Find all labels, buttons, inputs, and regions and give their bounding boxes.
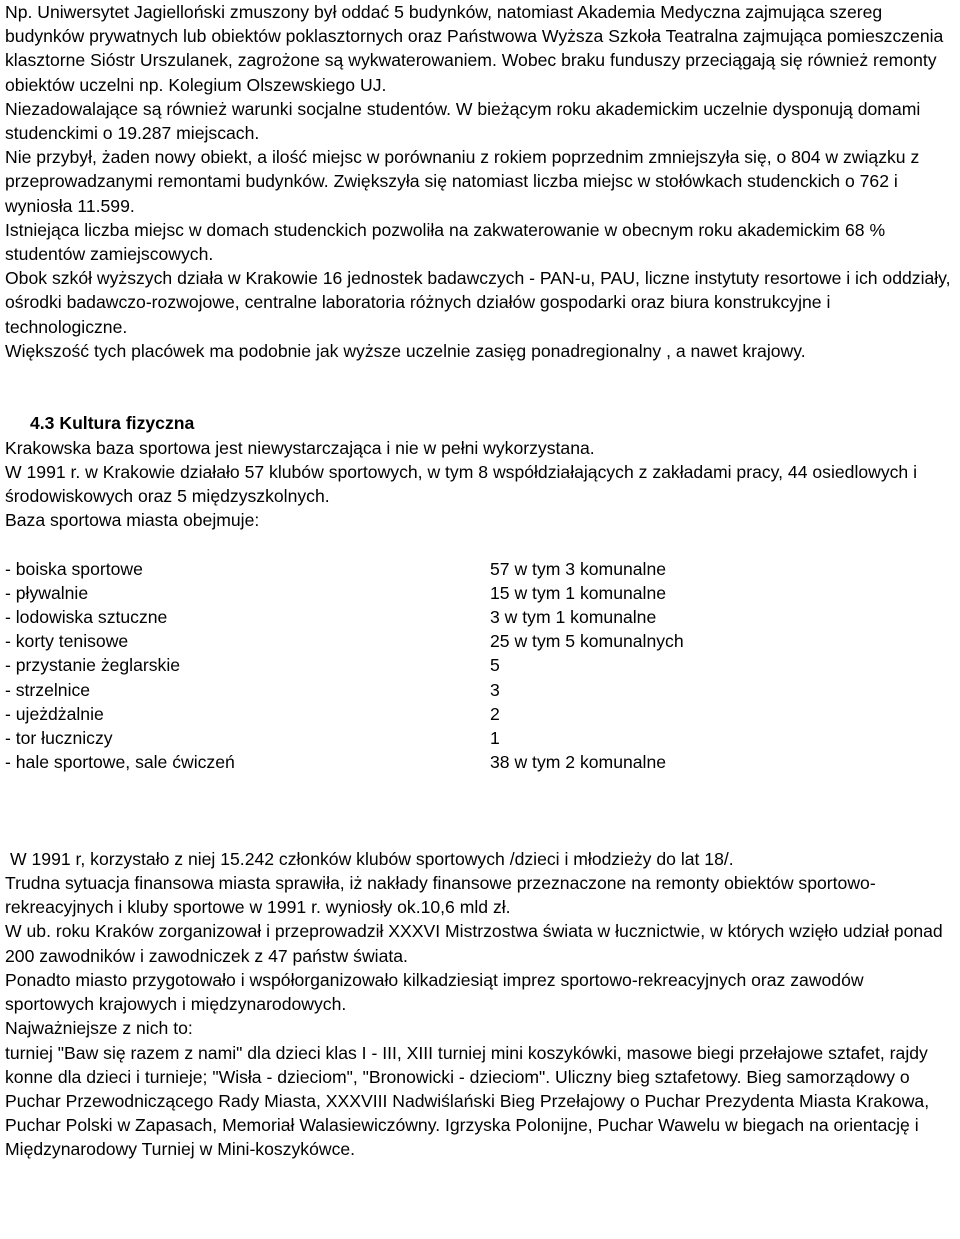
section-title: Kultura fizyczna <box>59 413 195 434</box>
facility-label: - pływalnie <box>5 582 89 603</box>
section-number: 4.3 <box>30 413 55 434</box>
facility-value: 57 w tym 3 komunalne <box>490 558 667 579</box>
paragraph-housing-change: Nie przybył, żaden nowy obiekt, a ilość miejsc w porównaniu z rokiem poprzednim zmniejszyła się, o 804 w związku z przeprowadzanymi remontami budynków. Zwiększyła się natomiast liczba miejsc w stołówkach studenckich o 762 i wyniosła 11.599. <box>5 147 920 216</box>
list-item <box>5 726 957 750</box>
facility-value: 38 w tym 2 komunalne <box>490 752 667 773</box>
paragraph-regional-reach: Większość tych placówek ma podobnie jak wyższe uczelnie zasięg ponadregionalny , a nawet krajowy. <box>5 340 806 361</box>
list-item <box>5 653 957 677</box>
facility-label: - boiska sportowe <box>5 558 143 579</box>
paragraph-facilities-intro: Baza sportowa miasta obejmuje: <box>5 510 260 531</box>
facility-label: - tor łuczniczy <box>5 727 113 748</box>
list-item <box>5 702 957 726</box>
spacer <box>5 532 957 556</box>
facility-value: 3 w tym 1 komunalne <box>490 607 657 627</box>
list-item <box>5 629 957 653</box>
facility-value: 1 <box>490 727 500 748</box>
facility-value: 3 <box>490 679 500 700</box>
paragraph-sports-clubs: W 1991 r. w Krakowie działało 57 klubów sportowych, w tym 8 współdziałających z zakładami pracy, 44 osiedlowych i środowiskowych oraz 5 międzyszkolnych. <box>5 461 918 507</box>
facility-value: 2 <box>490 703 500 724</box>
facility-label: - przystanie żeglarskie <box>5 655 181 676</box>
paragraph-event-list: turniej "Baw się razem z nami" dla dzieci klas I - III, XIII turniej mini koszykówki, masowe biegi przełajowe sztafet, rajdy konne dla dzieci i turnieje; "Wisła - dzieciom", "Bronowicki - dzieciom". Uliczny bieg sztafetowy. Bieg samorządowy o Puchar Przewodniczącego Rady Miasta, XXXVIII Nadwiślański Bieg Przełajowy o Puchar Prezydenta Miasta Krakowa, Puchar Polski w Zapasach, Memoriał Walasiewiczówny. Igrzyska Polonijne, Puchar Wawelu w biegach na orientację i Międzynarodowy Turniej w Mini-koszykówce. <box>5 1042 930 1160</box>
spacer <box>5 387 957 411</box>
spacer <box>5 774 957 798</box>
list-item <box>5 581 957 605</box>
list-item <box>5 557 957 581</box>
paragraph-most-important: Najważniejsze z nich to: <box>5 1018 193 1039</box>
facility-value: 5 <box>490 655 500 676</box>
facility-value: 15 w tym 1 komunalne <box>490 582 667 603</box>
paragraph-research-units: Obok szkół wyższych działa w Krakowie 16 jednostek badawczych - PAN-u, PAU, liczne instytuty resortowe i ich oddziały, ośrodki badawczo-rozwojowe, centralne laboratoria różnych działów gospodarki oraz biura konstrukcyjne i technologiczne. <box>5 268 951 337</box>
facility-label: - strzelnice <box>5 679 91 700</box>
spacer <box>5 799 957 823</box>
paragraph-financing: Trudna sytuacja finansowa miasta sprawiła, iż nakłady finansowe przeznaczone na remonty obiektów sportowo-rekreacyjnych i kluby sportowe w 1991 r. wyniosły ok.10,6 mld zł. <box>5 873 876 918</box>
paragraph-universities: Np. Uniwersytet Jagielloński zmuszony był oddać 5 budynków, natomiast Akademia Medyczna zajmująca szereg budynków prywatnych lub obiektów poklasztornych oraz Państwowa Wyższa Szkoła Teatralna zajmująca pomieszczenia klasztorne Sióstr Urszulanek, zagrożone są wykwaterowaniem. Wobec braku funduszy przeciągają się również remonty obiektów uczelni np. Kolegium Olszewskiego UJ. <box>5 2 944 95</box>
paragraph-student-housing: Niezadowalające są również warunki socjalne studentów. W bieżącym roku akademickim uczelnie dysponują domami studenckimi o 19.287 miejscach. <box>5 98 921 144</box>
paragraph-sports-base: Krakowska baza sportowa jest niewystarczająca i nie w pełni wykorzystana. <box>5 437 595 458</box>
list-item <box>5 605 957 629</box>
paragraph-club-members: W 1991 r, korzystało z niej 15.242 członków klubów sportowych /dzieci i młodzieży do lat 18/. <box>10 848 734 869</box>
section-heading <box>5 411 957 435</box>
facility-value: 25 w tym 5 komunalnych <box>490 631 684 652</box>
list-item <box>5 750 957 774</box>
facility-label: - lodowiska sztuczne <box>5 607 168 627</box>
paragraph-events: Ponadto miasto przygotowało i współorganizowało kilkadziesiąt imprez sportowo-rekreacyjnych oraz zawodów sportowych krajowych i międzynarodowych. <box>5 969 864 1015</box>
facilities-list <box>5 557 957 775</box>
list-item <box>5 678 957 702</box>
document-page <box>5 0 957 1162</box>
spacer <box>5 363 957 387</box>
paragraph-archery-championship: W ub. roku Kraków zorganizował i przeprowadził XXXVI Mistrzostwa świata w łucznictwie, w których wzięło udział ponad 200 zawodników i zawodniczek z 47 państw świata. <box>5 921 943 966</box>
spacer <box>5 823 957 847</box>
facility-label: - ujeżdżalnie <box>5 703 104 724</box>
facility-label: - hale sportowe, sale ćwiczeń <box>5 752 235 773</box>
facility-label: - korty tenisowe <box>5 631 129 652</box>
paragraph-housing-share: Istniejąca liczba miejsc w domach studenckich pozwoliła na zakwaterowanie w obecnym roku akademickim 68 % studentów zamiejscowych. <box>5 219 886 265</box>
